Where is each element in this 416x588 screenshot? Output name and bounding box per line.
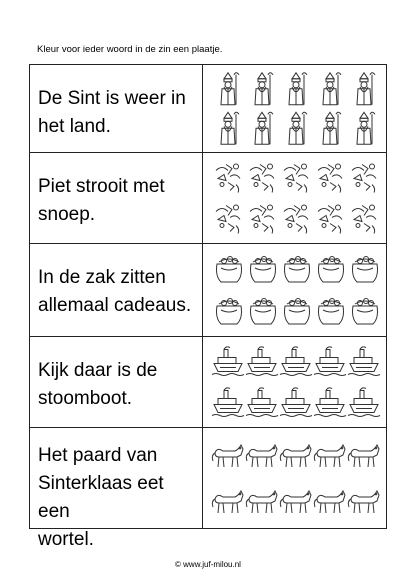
sinterklaas-icon	[323, 112, 341, 144]
horse-icon	[348, 491, 379, 513]
pictures-5	[203, 428, 386, 528]
candy-icon	[352, 205, 376, 234]
steamboat-icon	[348, 388, 380, 417]
candy-icon	[318, 164, 342, 193]
steamboat-icon	[348, 347, 380, 376]
pictures-2	[203, 153, 386, 243]
horse-icon	[314, 445, 345, 467]
sinterklaas-icon	[255, 112, 273, 144]
horse-icon	[212, 491, 243, 513]
sentence-5: Het paard van Sinterklaas eet een wortel.	[30, 428, 203, 528]
sinterklaas-icon	[357, 73, 375, 105]
row-1	[30, 65, 386, 152]
sinterklaas-icon-grid	[203, 65, 387, 152]
row-5	[30, 428, 386, 550]
sinterklaas-icon	[289, 112, 307, 144]
gift-sack-icon	[285, 257, 310, 283]
horse-icon	[280, 491, 311, 513]
candy-icon	[352, 164, 376, 193]
sinterklaas-icon	[221, 112, 239, 144]
horse-icon	[280, 445, 311, 467]
candy-icon	[250, 164, 274, 193]
worksheet-table	[29, 64, 387, 550]
sinterklaas-icon	[289, 73, 307, 105]
gift-sack-icon	[251, 299, 276, 325]
candy-icon	[250, 205, 274, 234]
horse-icon	[314, 491, 345, 513]
steamboat-icon	[280, 388, 312, 417]
steamboat-icon	[314, 388, 346, 417]
candy-icon	[284, 205, 308, 234]
steamboat-icon	[280, 347, 312, 376]
sentence-4: Kijk daar is de stoomboot.	[30, 337, 203, 427]
gift-sack-icon	[217, 257, 242, 283]
sinterklaas-icon	[357, 112, 375, 144]
sentence-1: De Sint is weer in het land.	[30, 65, 203, 152]
horse-icon	[246, 491, 277, 513]
gift-sack-icon	[217, 299, 242, 325]
instruction-text: Kleur voor ieder woord in de zin een plaatje.	[37, 44, 223, 55]
sinterklaas-icon	[255, 73, 273, 105]
sinterklaas-icon	[323, 73, 341, 105]
candy-icon-grid	[203, 153, 387, 243]
gift-sack-icon	[251, 257, 276, 283]
horse-icon	[348, 445, 379, 467]
steamboat-icon	[314, 347, 346, 376]
candy-icon	[216, 164, 240, 193]
gift-sack-icon	[353, 299, 378, 325]
sentence-2: Piet strooit met snoep.	[30, 153, 203, 243]
row-4	[30, 337, 386, 427]
row-2	[30, 153, 386, 243]
row-3	[30, 244, 386, 336]
candy-icon	[216, 205, 240, 234]
horse-icon-grid	[203, 428, 387, 528]
pictures-3	[203, 244, 386, 336]
steamboat-icon-grid	[203, 337, 387, 427]
steamboat-icon	[246, 388, 278, 417]
gift-sack-icon	[319, 257, 344, 283]
footer-copyright: © www.juf-milou.nl	[175, 560, 241, 569]
sinterklaas-icon	[221, 73, 239, 105]
gift-sack-icon-grid	[203, 244, 387, 336]
pictures-4	[203, 337, 386, 427]
candy-icon	[284, 164, 308, 193]
gift-sack-icon	[285, 299, 310, 325]
steamboat-icon	[246, 347, 278, 376]
steamboat-icon	[212, 388, 244, 417]
pictures-1	[203, 65, 386, 152]
gift-sack-icon	[319, 299, 344, 325]
sentence-3: In de zak zitten allemaal cadeaus.	[30, 244, 203, 336]
gift-sack-icon	[353, 257, 378, 283]
horse-icon	[212, 445, 243, 467]
candy-icon	[318, 205, 342, 234]
horse-icon	[246, 445, 277, 467]
steamboat-icon	[212, 347, 244, 376]
